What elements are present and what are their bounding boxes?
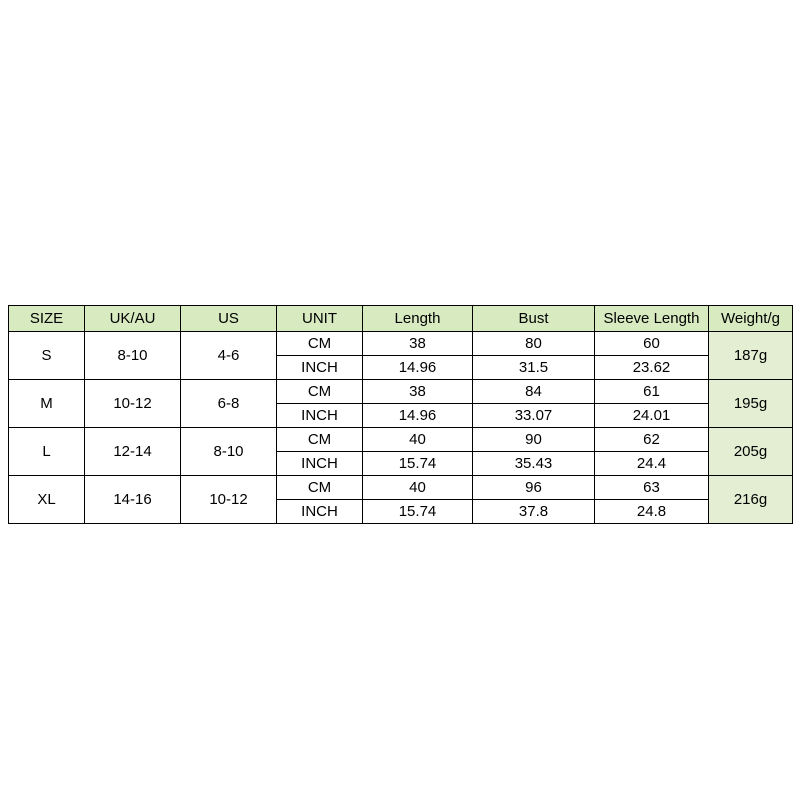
cell-length: 15.74	[363, 500, 473, 524]
cell-sleeve: 24.4	[595, 452, 709, 476]
header-weight: Weight/g	[709, 306, 793, 332]
cell-size: S	[9, 332, 85, 380]
cell-sleeve: 24.8	[595, 500, 709, 524]
cell-weight: 216g	[709, 476, 793, 524]
cell-us: 10-12	[181, 476, 277, 524]
cell-bust: 80	[473, 332, 595, 356]
cell-unit: INCH	[277, 404, 363, 428]
header-row	[9, 306, 793, 332]
cell-sleeve: 24.01	[595, 404, 709, 428]
cell-bust: 35.43	[473, 452, 595, 476]
cell-us: 6-8	[181, 380, 277, 428]
cell-bust: 90	[473, 428, 595, 452]
cell-unit: CM	[277, 332, 363, 356]
cell-unit: CM	[277, 380, 363, 404]
cell-size: L	[9, 428, 85, 476]
header-us: US	[181, 306, 277, 332]
cell-sleeve: 62	[595, 428, 709, 452]
table-row	[9, 476, 793, 500]
header-uk-au: UK/AU	[85, 306, 181, 332]
cell-bust: 31.5	[473, 356, 595, 380]
cell-bust: 33.07	[473, 404, 595, 428]
cell-uk-au: 8-10	[85, 332, 181, 380]
cell-length: 38	[363, 380, 473, 404]
header-length: Length	[363, 306, 473, 332]
cell-sleeve: 61	[595, 380, 709, 404]
cell-unit: INCH	[277, 452, 363, 476]
cell-unit: INCH	[277, 356, 363, 380]
cell-size: XL	[9, 476, 85, 524]
cell-us: 4-6	[181, 332, 277, 380]
cell-length: 40	[363, 476, 473, 500]
cell-length: 14.96	[363, 404, 473, 428]
table-header	[9, 306, 793, 332]
cell-unit: CM	[277, 476, 363, 500]
cell-weight: 187g	[709, 332, 793, 380]
cell-length: 14.96	[363, 356, 473, 380]
header-unit: UNIT	[277, 306, 363, 332]
cell-sleeve: 63	[595, 476, 709, 500]
table-row	[9, 380, 793, 404]
cell-bust: 84	[473, 380, 595, 404]
header-sleeve-length: Sleeve Length	[595, 306, 709, 332]
cell-length: 15.74	[363, 452, 473, 476]
cell-length: 40	[363, 428, 473, 452]
cell-bust: 96	[473, 476, 595, 500]
cell-uk-au: 14-16	[85, 476, 181, 524]
cell-unit: CM	[277, 428, 363, 452]
table-row	[9, 428, 793, 452]
cell-weight: 205g	[709, 428, 793, 476]
cell-unit: INCH	[277, 500, 363, 524]
table-row	[9, 332, 793, 356]
cell-size: M	[9, 380, 85, 428]
header-size: SIZE	[9, 306, 85, 332]
cell-sleeve: 60	[595, 332, 709, 356]
header-bust: Bust	[473, 306, 595, 332]
table-body	[9, 332, 793, 524]
cell-us: 8-10	[181, 428, 277, 476]
cell-length: 38	[363, 332, 473, 356]
cell-sleeve: 23.62	[595, 356, 709, 380]
cell-uk-au: 12-14	[85, 428, 181, 476]
cell-weight: 195g	[709, 380, 793, 428]
size-chart-table	[8, 305, 793, 524]
cell-uk-au: 10-12	[85, 380, 181, 428]
cell-bust: 37.8	[473, 500, 595, 524]
size-chart-container	[8, 305, 792, 524]
